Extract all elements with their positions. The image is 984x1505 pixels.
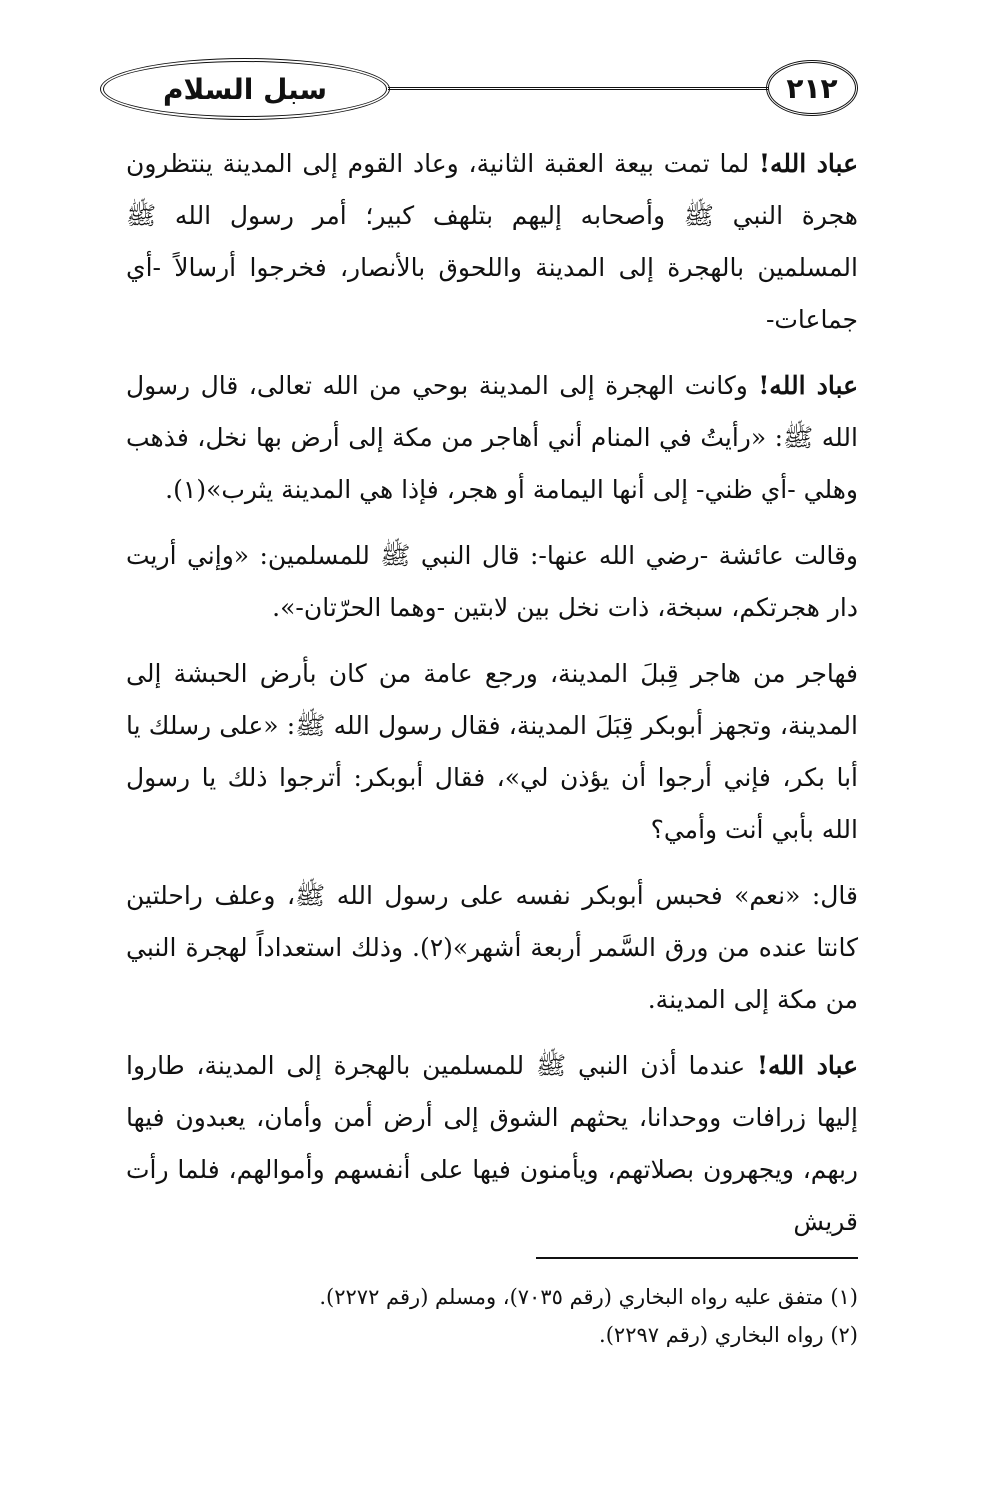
paragraph-text: وكانت الهجرة إلى المدينة بوحي من الله تعالى، قال رسول الله ﷺ: «رأيتُ في المنام أني أهاجر من مكة إلى أرض بها نخل، فذهب وهلي -أي ظني- إلى أنها اليمامة أو هجر، فإذا هي المدينة يثرب»(١). xyxy=(126,371,858,504)
paragraph-6 xyxy=(126,1040,858,1248)
paragraph-text: عندما أذن النبي ﷺ للمسلمين بالهجرة إلى المدينة، طاروا إليها زرافات ووحدانا، يحثهم الشوق إلى أرض أمن وأمان، يعبدون فيها ربهم، ويجهرون بصلاتهم، ويأمنون فيها على أنفسهم وأموالهم، فلما رأت قريش xyxy=(126,1051,858,1236)
paragraph-lead: عباد الله! xyxy=(758,371,858,400)
footnote-separator xyxy=(536,1257,858,1259)
paragraph-4 xyxy=(126,648,858,856)
paragraph-lead: عباد الله! xyxy=(759,149,858,178)
page-number: ٢١٢ xyxy=(766,60,858,116)
book-title: سبل السلام xyxy=(100,58,390,120)
paragraph-text: وقالت عائشة -رضي الله عنها-: قال النبي ﷺ للمسلمين: «وإني أريت دار هجرتكم، سبخة، ذات نخل بين لابتين -وهما الحرّتان-». xyxy=(126,541,858,622)
paragraph-text: فهاجر من هاجر قِبلَ المدينة، ورجع عامة من كان بأرض الحبشة إلى المدينة، وتجهز أبوبكر قِبَلَ المدينة، فقال رسول الله ﷺ: «على رسلك يا أبا بكر، فإني أرجوا أن يؤذن لي»، فقال أبوبكر: أترجوا ذلك يا رسول الله بأبي أنت وأمي؟ xyxy=(126,659,858,844)
paragraph-5 xyxy=(126,870,858,1026)
footnotes xyxy=(126,1278,858,1354)
paragraph-3 xyxy=(126,530,858,634)
paragraph-text: قال: «نعم» فحبس أبوبكر نفسه على رسول الله ﷺ، وعلف راحلتين كانتا عنده من ورق السَّمر أربعة أشهر»(٢). وذلك استعداداً لهجرة النبي من مكة إلى المدينة. xyxy=(126,881,859,1014)
page-body xyxy=(126,138,858,1262)
footnote-2: (٢) رواه البخاري (رقم ٢٢٩٧). xyxy=(599,1323,858,1347)
footnote-1: (١) متفق عليه رواه البخاري (رقم ٧٠٣٥)، ومسلم (رقم ٢٢٧٢). xyxy=(319,1285,858,1309)
header-divider-line xyxy=(388,87,768,90)
paragraph-2 xyxy=(126,360,858,516)
paragraph-1 xyxy=(126,138,858,346)
page-header xyxy=(100,52,858,132)
paragraph-lead: عباد الله! xyxy=(756,1051,858,1080)
paragraph-text: لما تمت بيعة العقبة الثانية، وعاد القوم إلى المدينة ينتظرون هجرة النبي ﷺ وأصحابه إليهم بتلهف كبير؛ أمر رسول الله ﷺ المسلمين بالهجرة إلى المدينة واللحوق بالأنصار، فخرجوا أرسالاً -أي جماعات- xyxy=(126,149,858,334)
